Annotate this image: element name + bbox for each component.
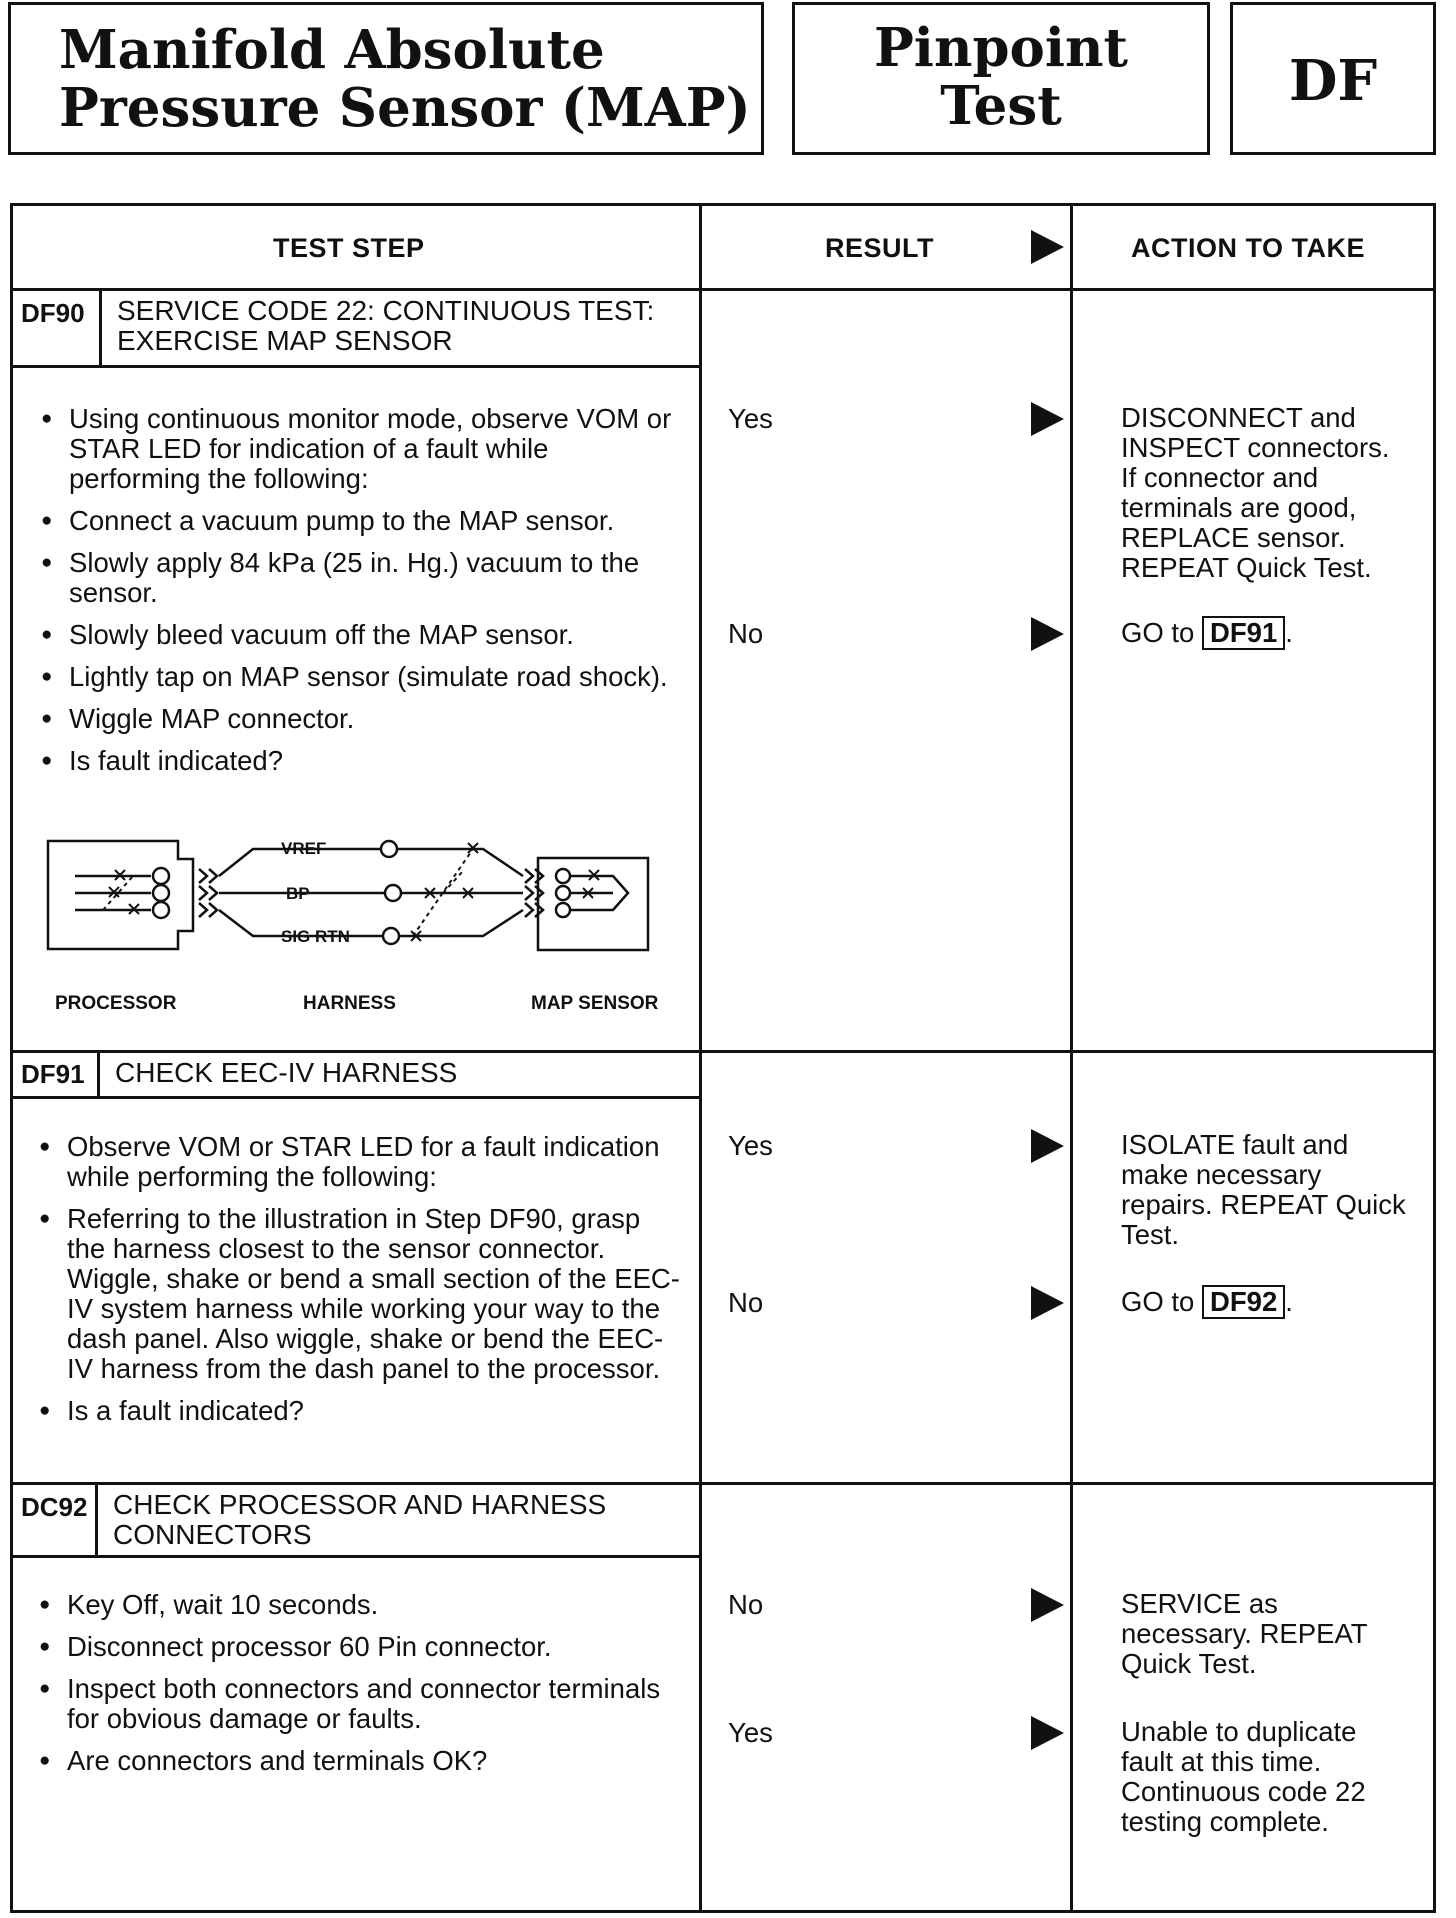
page-title — [59, 21, 751, 138]
step-header — [13, 1485, 699, 1558]
action-text: GO to — [1121, 1286, 1195, 1317]
action-text: DISCONNECT and INSPECT connectors. If connector and terminals are good, REPLACE sensor. REPEAT Quick Test. — [1121, 402, 1390, 583]
section-line-1: Pinpoint — [873, 17, 1129, 79]
list-item: ● Is fault indicated? — [39, 746, 679, 776]
pinpoint-test-table — [10, 203, 1436, 1913]
step-id: DF91 — [21, 1059, 85, 1089]
column-header-test-step: TEST STEP — [273, 233, 425, 263]
arrow-icon — [1031, 1129, 1064, 1163]
step-instructions — [39, 404, 679, 776]
title-line-1: Manifold Absolute — [59, 19, 605, 81]
column-divider — [1070, 206, 1073, 1910]
result-no: No — [728, 618, 764, 649]
list-item: ● Key Off, wait 10 seconds. — [37, 1590, 682, 1620]
step-title-line: SERVICE CODE 22: CONTINUOUS TEST: — [117, 295, 655, 326]
section-title — [795, 19, 1207, 136]
list-item: ● Is a fault indicated? — [37, 1396, 682, 1426]
step-instructions — [37, 1590, 682, 1776]
list-item: ● Slowly apply 84 kPa (25 in. Hg.) vacuum to the sensor. — [39, 548, 679, 608]
list-item: ● Connect a vacuum pump to the MAP sensor. — [39, 506, 679, 536]
step-reference: DF91 — [1202, 616, 1285, 650]
action-text: Unable to duplicate fault at this time. Continuous code 22 testing complete. — [1121, 1716, 1366, 1837]
diagram-label-harness: HARNESS — [303, 993, 396, 1014]
step-title-line: CONNECTORS — [113, 1519, 312, 1550]
list-item: ● Slowly bleed vacuum off the MAP sensor. — [39, 620, 679, 650]
wire-label-bp: BP — [286, 884, 310, 903]
action-suffix: . — [1285, 1286, 1293, 1317]
section-box — [792, 2, 1210, 155]
arrow-icon — [1031, 617, 1064, 651]
column-header-result: RESULT — [825, 233, 934, 263]
step-header — [13, 291, 699, 368]
result-yes: Yes — [728, 403, 773, 434]
step-header — [13, 1053, 699, 1099]
list-item: ● Using continuous monitor mode, observe VOM or STAR LED for indication of a fault while performing the following: — [39, 404, 679, 494]
action-text: GO to — [1121, 617, 1195, 648]
result-yes: Yes — [728, 1130, 773, 1161]
diagram-label-processor: PROCESSOR — [55, 993, 177, 1014]
arrow-icon — [1031, 402, 1064, 436]
result-yes: Yes — [728, 1717, 773, 1748]
list-item: ● Are connectors and terminals OK? — [37, 1746, 682, 1776]
action-text: SERVICE as necessary. REPEAT Quick Test. — [1121, 1588, 1368, 1679]
title-line-2: Pressure Sensor (MAP) — [59, 77, 751, 140]
processor-connector-icon — [48, 841, 193, 949]
step-title: CHECK EEC-IV HARNESS — [115, 1057, 458, 1088]
step-title — [117, 296, 654, 356]
step-id-divider — [99, 291, 102, 365]
map-sensor-wiring-diagram — [43, 831, 673, 981]
column-divider — [699, 206, 702, 1910]
test-code: DF — [1288, 48, 1378, 114]
list-item: ● Lightly tap on MAP sensor (simulate road shock). — [39, 662, 679, 692]
wire-label-sig-rtn: SIG RTN — [281, 927, 350, 946]
list-item: ● Disconnect processor 60 Pin connector. — [37, 1632, 682, 1662]
step-title — [113, 1490, 606, 1550]
wire-label-vref: VREF — [281, 839, 327, 858]
arrow-icon — [1031, 1286, 1064, 1320]
step-id-divider — [97, 1053, 100, 1096]
action-text: ISOLATE fault and make necessary repairs. REPEAT Quick Test. — [1121, 1129, 1406, 1250]
step-id: DF90 — [21, 298, 85, 328]
list-item: ● Inspect both connectors and connector terminals for obvious damage or faults. — [37, 1674, 682, 1734]
arrow-icon — [1031, 1716, 1064, 1750]
step-instructions — [37, 1132, 682, 1426]
result-no: No — [728, 1589, 764, 1620]
list-item: ● Wiggle MAP connector. — [39, 704, 679, 734]
map-sensor-icon — [538, 858, 648, 950]
step-title-line: CHECK PROCESSOR AND HARNESS — [113, 1489, 607, 1520]
action-suffix: . — [1285, 617, 1293, 648]
step-id-divider — [95, 1485, 98, 1555]
step-title-line: EXERCISE MAP SENSOR — [117, 325, 453, 356]
column-header-action: ACTION TO TAKE — [1131, 233, 1365, 263]
action-goto — [1121, 1285, 1411, 1319]
list-item: ● Referring to the illustration in Step DF90, grasp the harness closest to the sensor connector. Wiggle, shake or bend a small section of the EEC-IV system harness while working your way to the dash panel. Also wiggle, shake or bend the EEC-IV harness from the dash panel to the processor. — [37, 1204, 682, 1384]
action-goto — [1121, 616, 1411, 650]
diagram-label-map-sensor: MAP SENSOR — [531, 993, 659, 1014]
section-line-2: Test — [940, 75, 1062, 138]
step-reference: DF92 — [1202, 1285, 1285, 1319]
arrow-icon — [1031, 1588, 1064, 1622]
code-box — [1230, 2, 1436, 155]
step-id: DC92 — [21, 1492, 88, 1522]
title-box — [8, 2, 764, 155]
list-item: ● Observe VOM or STAR LED for a fault indication while performing the following: — [37, 1132, 682, 1192]
result-no: No — [728, 1287, 764, 1318]
arrow-icon — [1031, 230, 1064, 264]
